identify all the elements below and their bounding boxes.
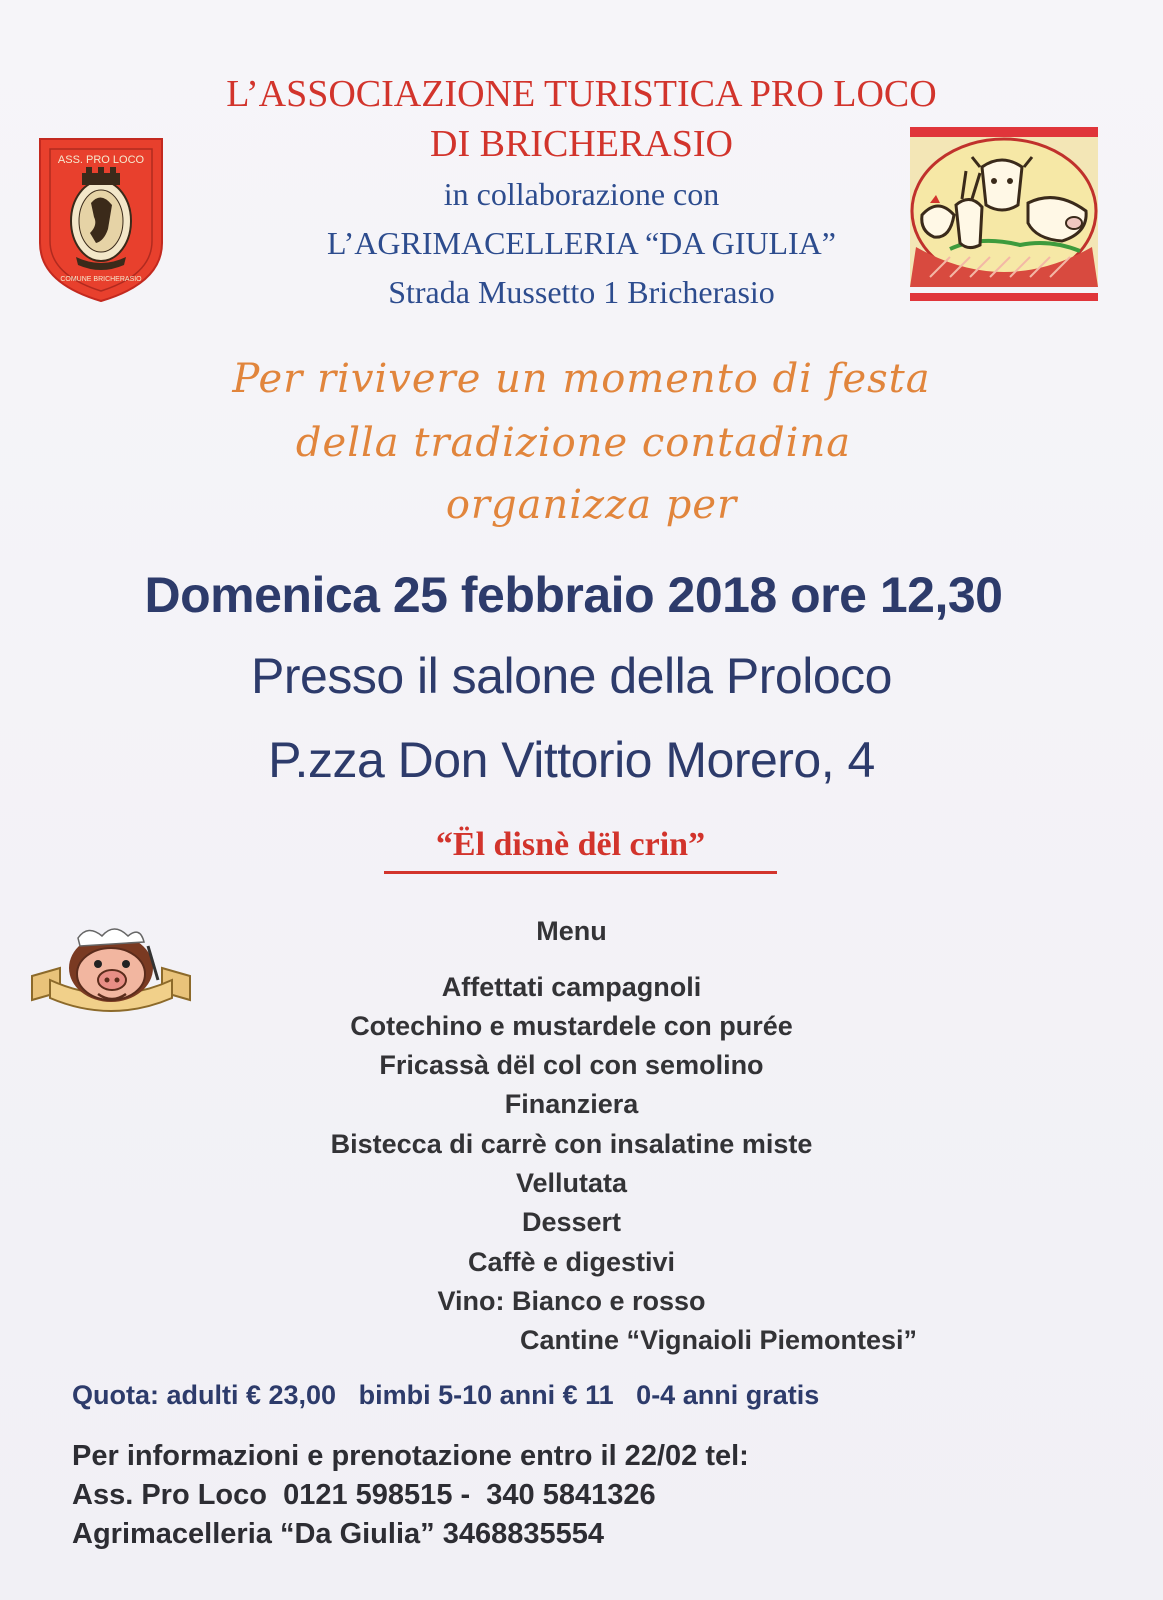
association-title: L’ASSOCIAZIONE TURISTICA PRO LOCO — [226, 73, 937, 115]
contact-info-line: Per informazioni e prenotazione entro il 22/02 tel: — [72, 1440, 749, 1472]
menu-item: Caffè e digestivi — [467, 1247, 676, 1277]
event-venue-1: Presso il salone della Proloco — [251, 648, 892, 704]
collaboration-line: in collaborazione con — [443, 176, 720, 212]
association-town: DI BRICHERASIO — [430, 123, 733, 165]
dish-title-underline — [384, 871, 777, 874]
menu-item: Cotechino e mustardele con purée — [350, 1011, 793, 1041]
event-dish-title: “Ël disnè dël crin” — [435, 826, 706, 863]
pro-loco-logo — [36, 133, 166, 305]
menu-item: Dessert — [521, 1207, 622, 1237]
menu-item: Finanziera — [504, 1089, 639, 1119]
menu-item: Affettati campagnoli — [441, 972, 702, 1002]
intro-line-3: organizza per — [445, 482, 738, 528]
contact-agrimacelleria: Agrimacelleria “Da Giulia” 3468835554 — [72, 1518, 604, 1550]
partner-address: Strada Mussetto 1 Bricherasio — [388, 274, 775, 310]
intro-line-1: Per rivivere un momento di festa — [232, 356, 931, 402]
event-venue-2: P.zza Don Vittorio Morero, 4 — [268, 732, 875, 788]
svg-text:ASS. PRO LOCO: ASS. PRO LOCO — [57, 154, 145, 166]
svg-text:COMUNE BRICHERASIO: COMUNE BRICHERASIO — [60, 276, 142, 283]
farm-animals-icon — [910, 127, 1098, 311]
agrimacelleria-logo — [910, 127, 1098, 311]
menu-item: Vellutata — [515, 1168, 628, 1198]
menu-item: Fricassà dël col con semolino — [379, 1050, 764, 1080]
coat-of-arms-icon — [36, 133, 166, 305]
contact-pro-loco: Ass. Pro Loco 0121 598515 - 340 5841326 — [72, 1479, 656, 1511]
menu-item: Bistecca di carrè con insalatine miste — [330, 1129, 813, 1159]
menu-item: Vino: Bianco e rosso — [437, 1286, 706, 1316]
event-date: Domenica 25 febbraio 2018 ore 12,30 — [144, 567, 1003, 623]
intro-line-2: della tradizione contadina — [295, 420, 852, 466]
pricing-line: Quota: adulti € 23,00 bimbi 5-10 anni € 11 0-4 anni gratis — [72, 1380, 820, 1410]
menu-title: Menu — [536, 916, 607, 946]
menu-wine-producer: Cantine “Vignaioli Piemontesi” — [519, 1325, 918, 1355]
partner-name: L’AGRIMACELLERIA “DA GIULIA” — [327, 225, 836, 261]
